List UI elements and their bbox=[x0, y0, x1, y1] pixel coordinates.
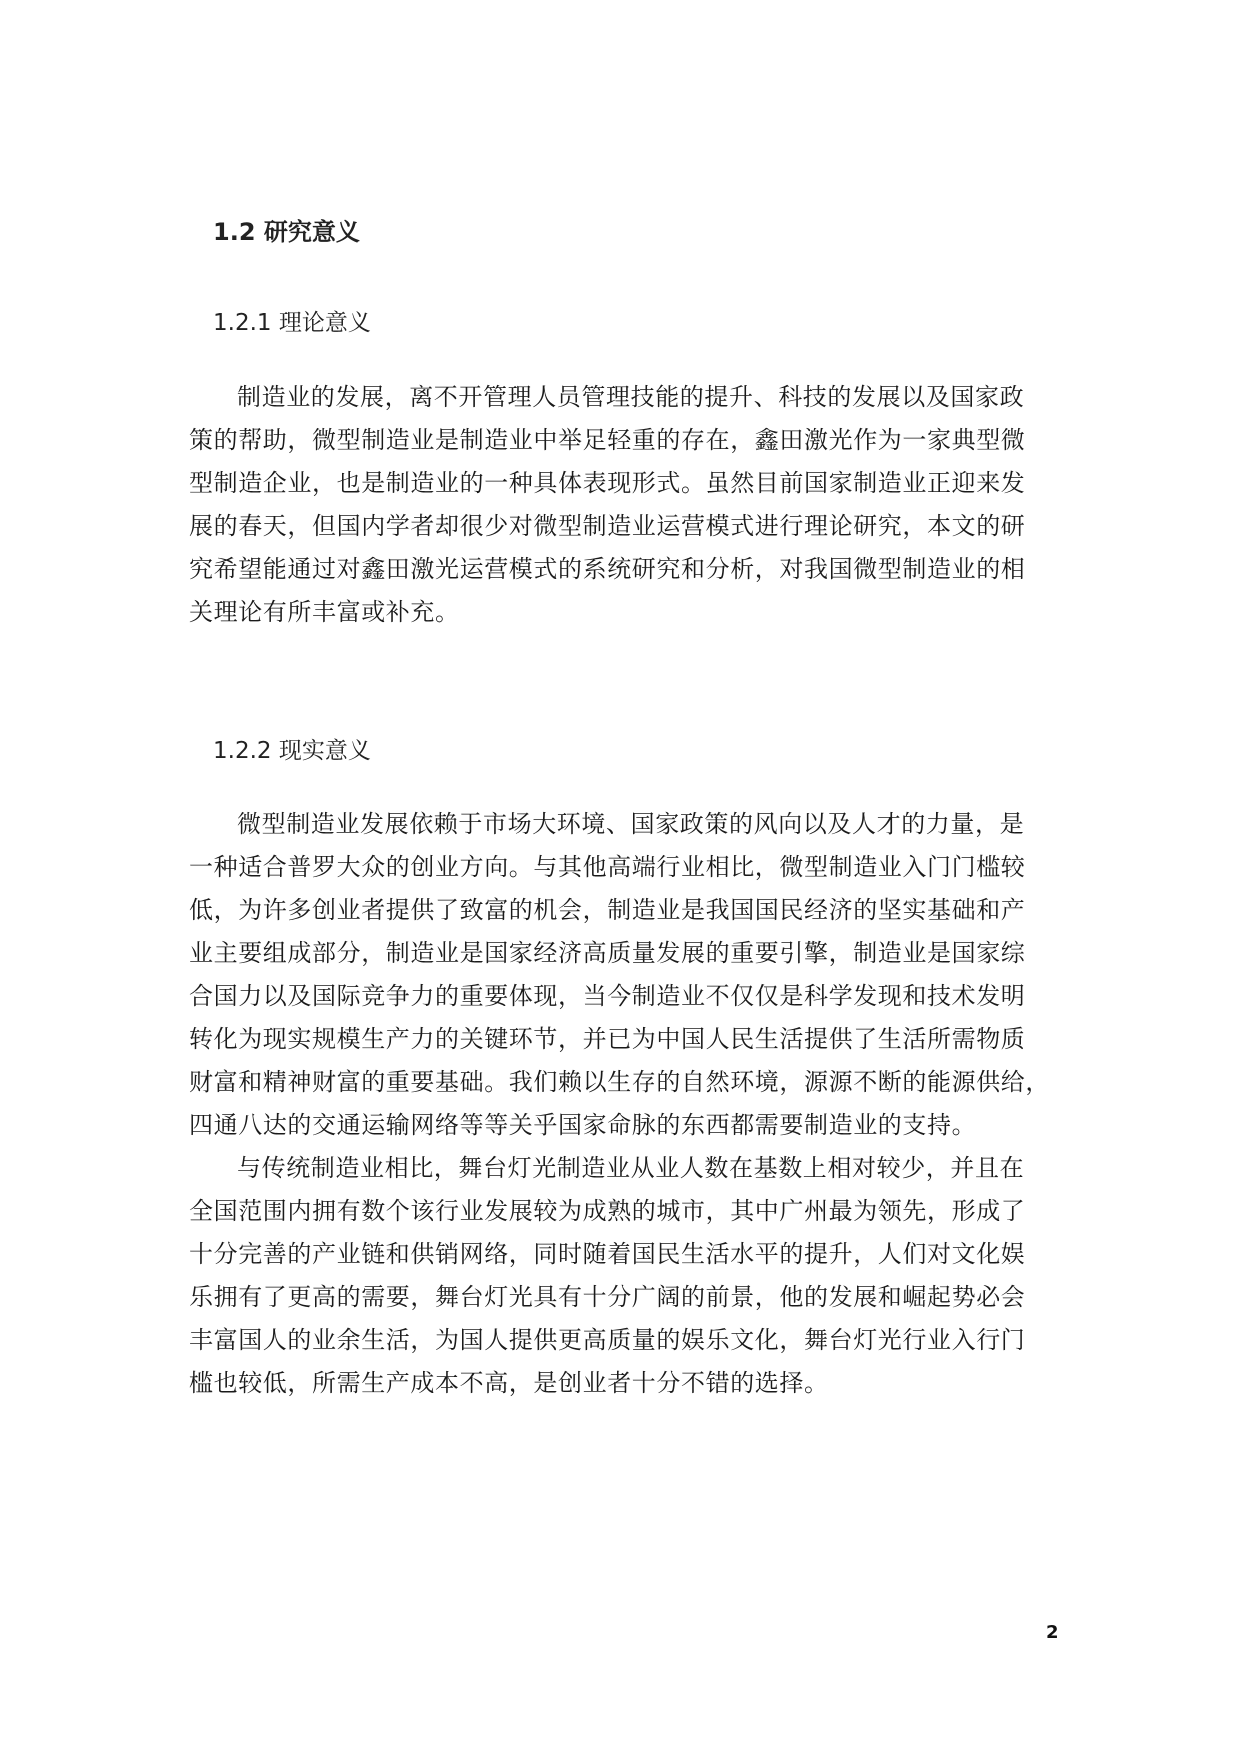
text-line: 四通八达的交通运输网络等等关乎国家命脉的东西都需要制造业的支持。 bbox=[189, 1111, 977, 1139]
paragraph-practical-2 bbox=[189, 1147, 1069, 1405]
text-line: 制造业的发展，离不开管理人员管理技能的提升、科技的发展以及国家政 bbox=[237, 383, 1025, 411]
text-line: 合国力以及国际竞争力的重要体现，当今制造业不仅仅是科学发现和技术发明 bbox=[189, 982, 1026, 1010]
text-line: 一种适合普罗大众的创业方向。与其他高端行业相比，微型制造业入门门槛较 bbox=[189, 853, 1026, 881]
text-line: 乐拥有了更高的需要，舞台灯光具有十分广阔的前景，他的发展和崛起势必会 bbox=[189, 1283, 1026, 1311]
text-line: 与传统制造业相比，舞台灯光制造业从业人数在基数上相对较少，并且在 bbox=[237, 1154, 1025, 1182]
section-heading: 1.2 研究意义 bbox=[213, 218, 360, 246]
paragraph-practical-1 bbox=[189, 803, 1069, 1147]
text-line: 财富和精神财富的重要基础。我们赖以生存的自然环境，源源不断的能源供给， bbox=[189, 1068, 1050, 1096]
text-line: 槛也较低，所需生产成本不高，是创业者十分不错的选择。 bbox=[189, 1369, 829, 1397]
page-number: 2 bbox=[1046, 1622, 1059, 1643]
text-line: 低，为许多创业者提供了致富的机会，制造业是我国国民经济的坚实基础和产 bbox=[189, 896, 1026, 924]
paragraph-theoretical bbox=[189, 376, 1069, 634]
text-line: 转化为现实规模生产力的关键环节，并已为中国人民生活提供了生活所需物质 bbox=[189, 1025, 1026, 1053]
text-line: 关理论有所丰富或补充。 bbox=[189, 598, 460, 626]
text-line: 型制造企业，也是制造业的一种具体表现形式。虽然目前国家制造业正迎来发 bbox=[189, 469, 1026, 497]
text-line: 展的春天，但国内学者却很少对微型制造业运营模式进行理论研究，本文的研 bbox=[189, 512, 1026, 540]
text-line: 全国范围内拥有数个该行业发展较为成熟的城市，其中广州最为领先，形成了 bbox=[189, 1197, 1026, 1225]
text-line: 微型制造业发展依赖于市场大环境、国家政策的风向以及人才的力量，是 bbox=[237, 810, 1025, 838]
text-line: 业主要组成部分，制造业是国家经济高质量发展的重要引擎，制造业是国家综 bbox=[189, 939, 1026, 967]
subsection-heading-theoretical: 1.2.1 理论意义 bbox=[213, 310, 371, 336]
text-line: 丰富国人的业余生活，为国人提供更高质量的娱乐文化，舞台灯光行业入行门 bbox=[189, 1326, 1026, 1354]
text-line: 策的帮助，微型制造业是制造业中举足轻重的存在，鑫田激光作为一家典型微 bbox=[189, 426, 1026, 454]
text-line: 究希望能通过对鑫田激光运营模式的系统研究和分析，对我国微型制造业的相 bbox=[189, 555, 1026, 583]
text-line: 十分完善的产业链和供销网络，同时随着国民生活水平的提升，人们对文化娱 bbox=[189, 1240, 1026, 1268]
subsection-heading-practical: 1.2.2 现实意义 bbox=[213, 738, 371, 764]
